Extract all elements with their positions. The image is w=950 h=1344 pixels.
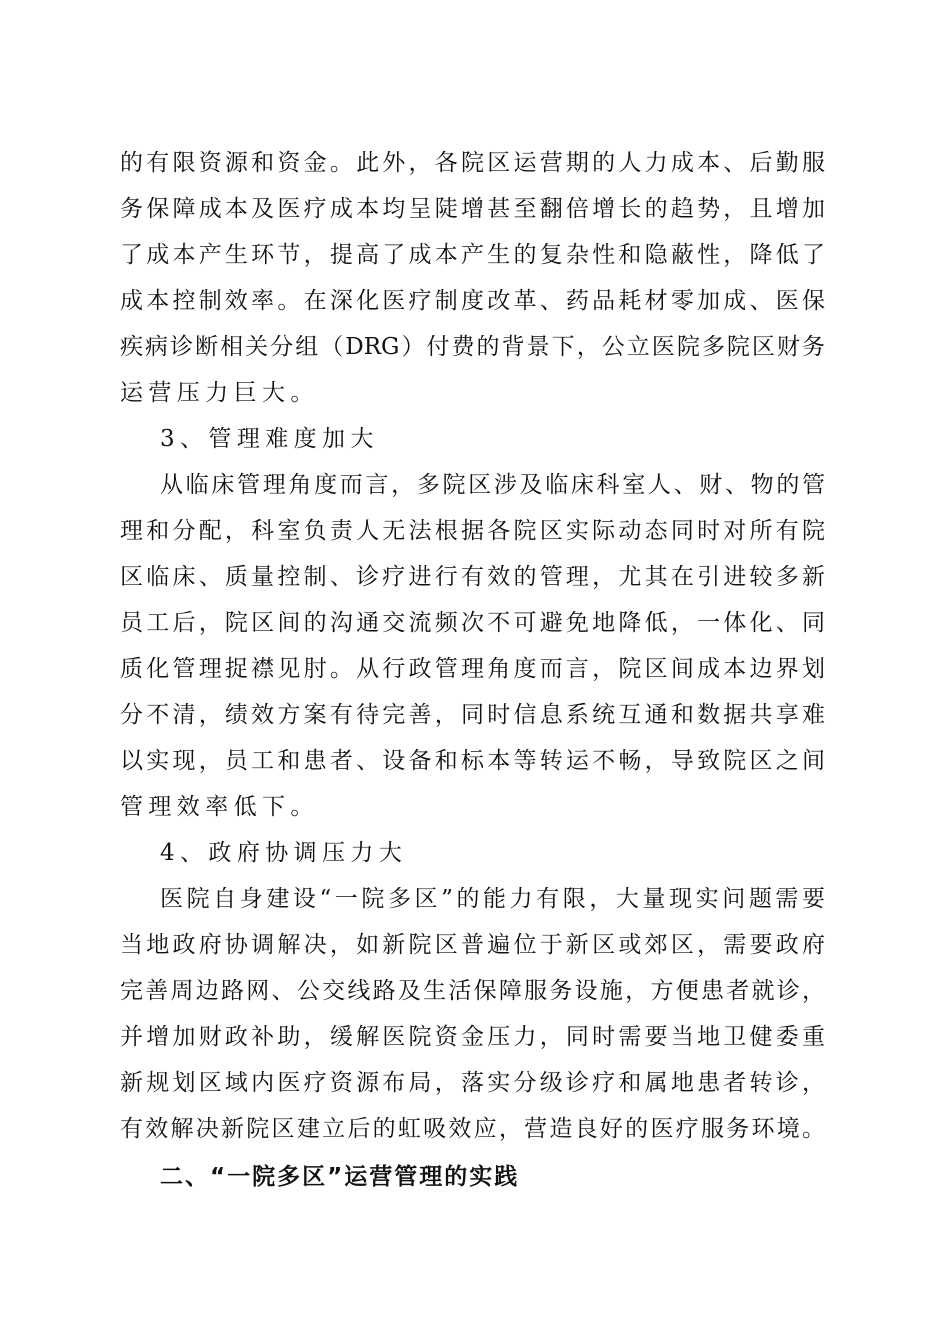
section-heading: 二、“一院多区”运营管理的实践: [160, 1164, 520, 1190]
paragraph-line: 分不清，绩效方案有待完善，同时信息系统互通和数据共享难: [120, 702, 825, 728]
paragraph-line: 员工后，院区间的沟通交流频次不可避免地降低，一体化、同: [120, 610, 825, 636]
paragraph-line: 以实现，员工和患者、设备和标本等转运不畅，导致院区之间: [120, 748, 825, 774]
body-text: [120, 140, 825, 1202]
paragraph-line: 运营压力巨大。: [120, 380, 319, 406]
paragraph-line: 的有限资源和资金。此外，各院区运营期的人力成本、后勤服: [120, 150, 825, 176]
paragraph-line: 了成本产生环节，提高了成本产生的复杂性和隐蔽性，降低了: [120, 242, 825, 268]
paragraph-line: 区临床、质量控制、诊疗进行有效的管理，尤其在引进较多新: [120, 564, 825, 590]
paragraph-line: 并增加财政补助，缓解医院资金压力，同时需要当地卫健委重: [120, 1024, 825, 1050]
paragraph-line: 务保障成本及医疗成本均呈陡增甚至翻倍增长的趋势，且增加: [120, 196, 825, 222]
paragraph-line: 有效解决新院区建立后的虹吸效应，营造良好的医疗服务环境。: [120, 1116, 825, 1142]
paragraph-line: 质化管理捉襟见肘。从行政管理角度而言，院区间成本边界划: [120, 656, 825, 682]
paragraph-line: 管理效率低下。: [120, 794, 319, 820]
paragraph-line: 从临床管理角度而言，多院区涉及临床科室人、财、物的管: [160, 472, 825, 498]
paragraph-line: 当地政府协调解决，如新院区普遍位于新区或郊区，需要政府: [120, 932, 825, 958]
paragraph-line: 医院自身建设“一院多区”的能力有限，大量现实问题需要: [160, 886, 825, 912]
paragraph-line: 新规划区域内医疗资源布局，落实分级诊疗和属地患者转诊，: [120, 1070, 825, 1096]
paragraph-line: 疾病诊断相关分组（DRG）付费的背景下，公立医院多院区财务: [120, 334, 825, 360]
subheading-line: 3、管理难度加大: [160, 426, 379, 452]
paragraph-line: 理和分配，科室负责人无法根据各院区实际动态同时对所有院: [120, 518, 825, 544]
paragraph-line: 完善周边路网、公交线路及生活保障服务设施，方便患者就诊，: [120, 978, 825, 1004]
paragraph-line: 成本控制效率。在深化医疗制度改革、药品耗材零加成、医保: [120, 288, 825, 314]
subheading-line: 4、政府协调压力大: [160, 840, 408, 866]
